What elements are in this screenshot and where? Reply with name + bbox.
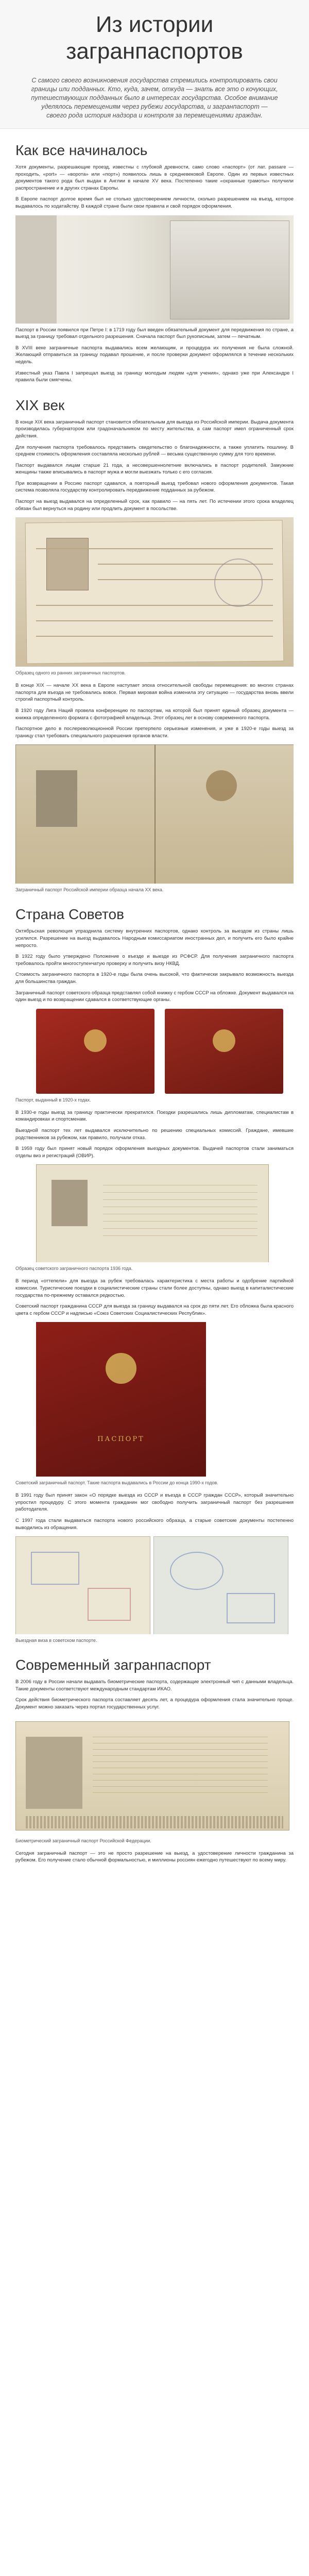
biometric-passport-image: [15, 1716, 294, 1835]
window-frame: [15, 215, 57, 324]
paragraph: В конце XIX века заграничный паспорт становится обязательным для выезда из Российской империи. Выдача документа производилась губернатором или градоначальником по месту жительства, а сам паспорт имел ограниченный срок действия.: [15, 419, 294, 439]
imperial-passport-image: [15, 744, 294, 884]
red-passports-image: [15, 1009, 294, 1094]
passport-photo: [52, 1180, 88, 1226]
visa-stamp: [88, 1588, 131, 1621]
paragraph: Советский паспорт гражданина СССР для выезда за границу выдавался на срок до пяти лет. Его обложка была красного цвета с гербом СССР и надписью «Союз Советских Социалистических Республик».: [15, 1303, 294, 1316]
stamp-mark: [214, 558, 263, 607]
passport-text-lines: [93, 1737, 268, 1799]
text-line: [36, 548, 273, 549]
paragraph: В Европе паспорт долгое время был не столько удостоверением личности, сколько разрешением на въезд, которое выдавалось по ходатайству. В каждой стране были свои правила и свой порядок оформления.: [15, 196, 294, 209]
window-image: [15, 215, 294, 324]
figure-caption: Выездная виза в советском паспорте.: [15, 1638, 97, 1643]
paragraph: В 1922 году было утверждено Положение о въезде и выезде из РСФСР. Для получения заграничного паспорта требовалось пройти многоступенчатую проверку и получить визу НКВД.: [15, 954, 294, 967]
passport-photo: [36, 770, 77, 827]
paragraph: В период «оттепели» для выезда за рубеж требовалась характеристика с места работы и одобрение партийной комиссии. Туристические поездки в социалистические страны стали более доступны, однако выезд в капиталистические государства по-прежнему оставался редкостью.: [15, 1278, 294, 1298]
page-title: Из истории загранпаспортов: [66, 12, 243, 64]
machine-readable-zone: [26, 1816, 283, 1828]
soviet-passport-page-image: [15, 1164, 294, 1262]
passport-photo: [26, 1737, 82, 1809]
passport-seam: [154, 744, 156, 884]
crest-emblem: [106, 1353, 136, 1384]
visa-pages-image: [15, 1536, 294, 1634]
paragraph: Выездной паспорт тех лет выдавался исключительно по решению специальных комиссий. Граждане, имевшие родственников за рубежом, как правило, получали отказ.: [15, 1127, 294, 1141]
visa-stamp: [31, 1552, 79, 1585]
paragraph: В 1920 году Лига Наций провела конференцию по паспортам, на которой был принят единый образец документа — книжка определенного формата с фотографией владельца. Этот образец лег в основу современного паспорта.: [15, 708, 294, 721]
soviet-cover-image: [15, 1322, 294, 1477]
cover-word: ПАСПОРТ: [97, 1435, 145, 1444]
paragraph: Паспортное дело в послереволюционной России претерпело серьезные изменения, и уже в 1920-е годы выезд за границу стал требовать специального разрешения органов власти.: [15, 726, 294, 739]
paragraph: В 1930-е годы выезд за границу практически прекратился. Поездки разрешались лишь дипломатам, специалистам в командировках и спортсменам.: [15, 1109, 294, 1123]
figure-caption: Советский заграничный паспорт. Такие паспорта выдавались в России до конца 1990-х годов.: [15, 1480, 218, 1486]
section-heading: Современный загранпаспорт: [15, 1657, 211, 1673]
section-heading: Как все начиналось: [15, 142, 148, 158]
paragraph: Срок действия биометрического паспорта составляет десять лет, а процедура оформления стала значительно проще. Документ можно заказать через портал государственных услуг.: [15, 1697, 294, 1710]
paragraph: В 1991 году был принят закон «О порядке выезда из СССР и въезда в СССР граждан СССР», который значительно упростил процедуру. С этого момента гражданин мог свободно получить заграничный паспорт без разрешения работодателя.: [15, 1493, 294, 1513]
early-passport-image: [15, 517, 294, 667]
paragraph: Паспорт на выезд выдавался на определенный срок, как правило — на пять лет. По истечении этого срока владелец обязан был вернуться на родину или продлить документ в посольстве.: [15, 499, 294, 512]
crest-emblem: [213, 1029, 235, 1052]
eagle-emblem: [206, 770, 237, 801]
text-line: [36, 636, 273, 637]
visa-stamp: [227, 1593, 275, 1623]
figure-caption: Биометрический заграничный паспорт Российской Федерации.: [15, 1838, 151, 1843]
paragraph: Хотя документы, разрешающие проезд, известны с глубокой древности, само слово «паспорт» (от лат. passare — проходить, «port» — «ворота» или «порт») появилось лишь в средневековой Европе. Один из первых известных документов такого рода был выдан в Англии в начале XV века. Постепенно такие «охранные грамоты» получили распространение и в других странах Европы.: [15, 164, 294, 191]
paragraph: Стоимость заграничного паспорта в 1920-е годы была очень высокой, что фактически закрывало возможность выезда для большинства граждан.: [15, 972, 294, 985]
article-body: [0, 142, 309, 1864]
paragraph: В 2006 году в России начали выдавать биометрические паспорта, содержащие электронный чип с данными владельца. Такие документы соответствуют международным стандартам ИКАО.: [15, 1679, 294, 1692]
paragraph: Сегодня заграничный паспорт — это не просто разрешение на выезд, а удостоверение личности гражданина за рубежом. Его получение стало обычной формальностью, и миллионы россиян ежегодно путешествуют по всему миру.: [15, 1850, 294, 1863]
window-glass: [170, 221, 289, 319]
paragraph: Для получения паспорта требовалось представить свидетельство о благонадежности, а также уплатить пошлину. В среднем стоимость оформления составляла несколько рублей — весьма существенную сумму для того времени.: [15, 444, 294, 457]
paragraph: Заграничный паспорт советского образца представлял собой книжку с гербом СССР на обложке. Документ выдавался на один выезд и по возвращении сдавался в соответствующие органы.: [15, 990, 294, 1003]
passport-cover: [36, 1322, 206, 1477]
visa-stamp: [170, 1552, 224, 1590]
passport-text-lines: [103, 1185, 258, 1236]
crest-emblem: [84, 1029, 107, 1052]
paragraph: С 1997 года стали выдаваться паспорта нового российского образца, а старые советские документы постепенно выводились из обращения.: [15, 1518, 294, 1531]
document-photo: [46, 538, 89, 590]
paragraph: В конце XIX — начале XX века в Европе наступает эпоха относительной свободы перемещения: во многих странах паспорта для въезда не требовались вовсе. Первая мировая война изменила эту ситуацию — государства вновь ввели строгий паспортный контроль.: [15, 683, 294, 703]
section-heading: Страна Советов: [15, 906, 124, 923]
paragraph: Известный указ Павла I запрещал выезд за границу молодым людям «для учения», однако уже при Александре I правила были смягчены.: [15, 370, 294, 383]
paragraph: В XVIII веке заграничные паспорта выдавались всем желающим, и процедура их получения не была сложной. Желающий отправиться за границу подавал прошение, и после проверки документ оформлялся в течение нескольких недель.: [15, 345, 294, 365]
section-heading: XIX век: [15, 397, 65, 413]
paragraph: Паспорт выдавался лицам старше 21 года, а несовершеннолетние включались в паспорт родителей. Замужние женщины также вписывались в паспорт мужа и могли выезжать только с его согласия.: [15, 462, 294, 476]
paragraph: При возвращении в Россию паспорт сдавался, а повторный выезд требовал нового оформления документов. Такая система позволяла государству контролировать передвижение подданных за рубежом.: [15, 480, 294, 494]
figure-caption: Образец советского заграничного паспорта 1936 года.: [15, 1266, 133, 1272]
figure-caption: Паспорт, выданный в 1920-х годах.: [15, 1097, 91, 1103]
paragraph: Паспорт в России появился при Петре I: в 1719 году был введен обязательный документ для передвижения по стране, а выезд за границу требовал отдельного разрешения. Сначала паспорт был рукописным, затем — печатным.: [15, 327, 294, 340]
lede-text: С самого своего возникновения государства стремились контролировать свои границы или подданных. Кто, куда, зачем, откуда — знать все это о кочующих, путешествующих подданных было в интересах государства. Особое внимание уделялось перемещениям через рубежи государства, и загранпаспорт — своего рода история надзора и контроля за перемещениями граждан.: [31, 77, 278, 119]
figure-caption: Заграничный паспорт Российской империи образца начала XX века.: [15, 887, 164, 893]
text-line: [36, 620, 273, 621]
figure-caption: Образец одного из ранних заграничных паспортов.: [15, 670, 126, 676]
article-header: [0, 0, 309, 129]
paragraph: В 1959 году был принят новый порядок оформления выездных документов. Выдачей паспортов стали заниматься отделы виз и регистраций (ОВИР).: [15, 1146, 294, 1159]
paragraph: Октябрьская революция упразднила систему внутренних паспортов, однако контроль за выездом из страны лишь усилился. Разрешение на выезд выдавалось Народным комиссариатом иностранных дел, и получить его было крайне непросто.: [15, 928, 294, 948]
